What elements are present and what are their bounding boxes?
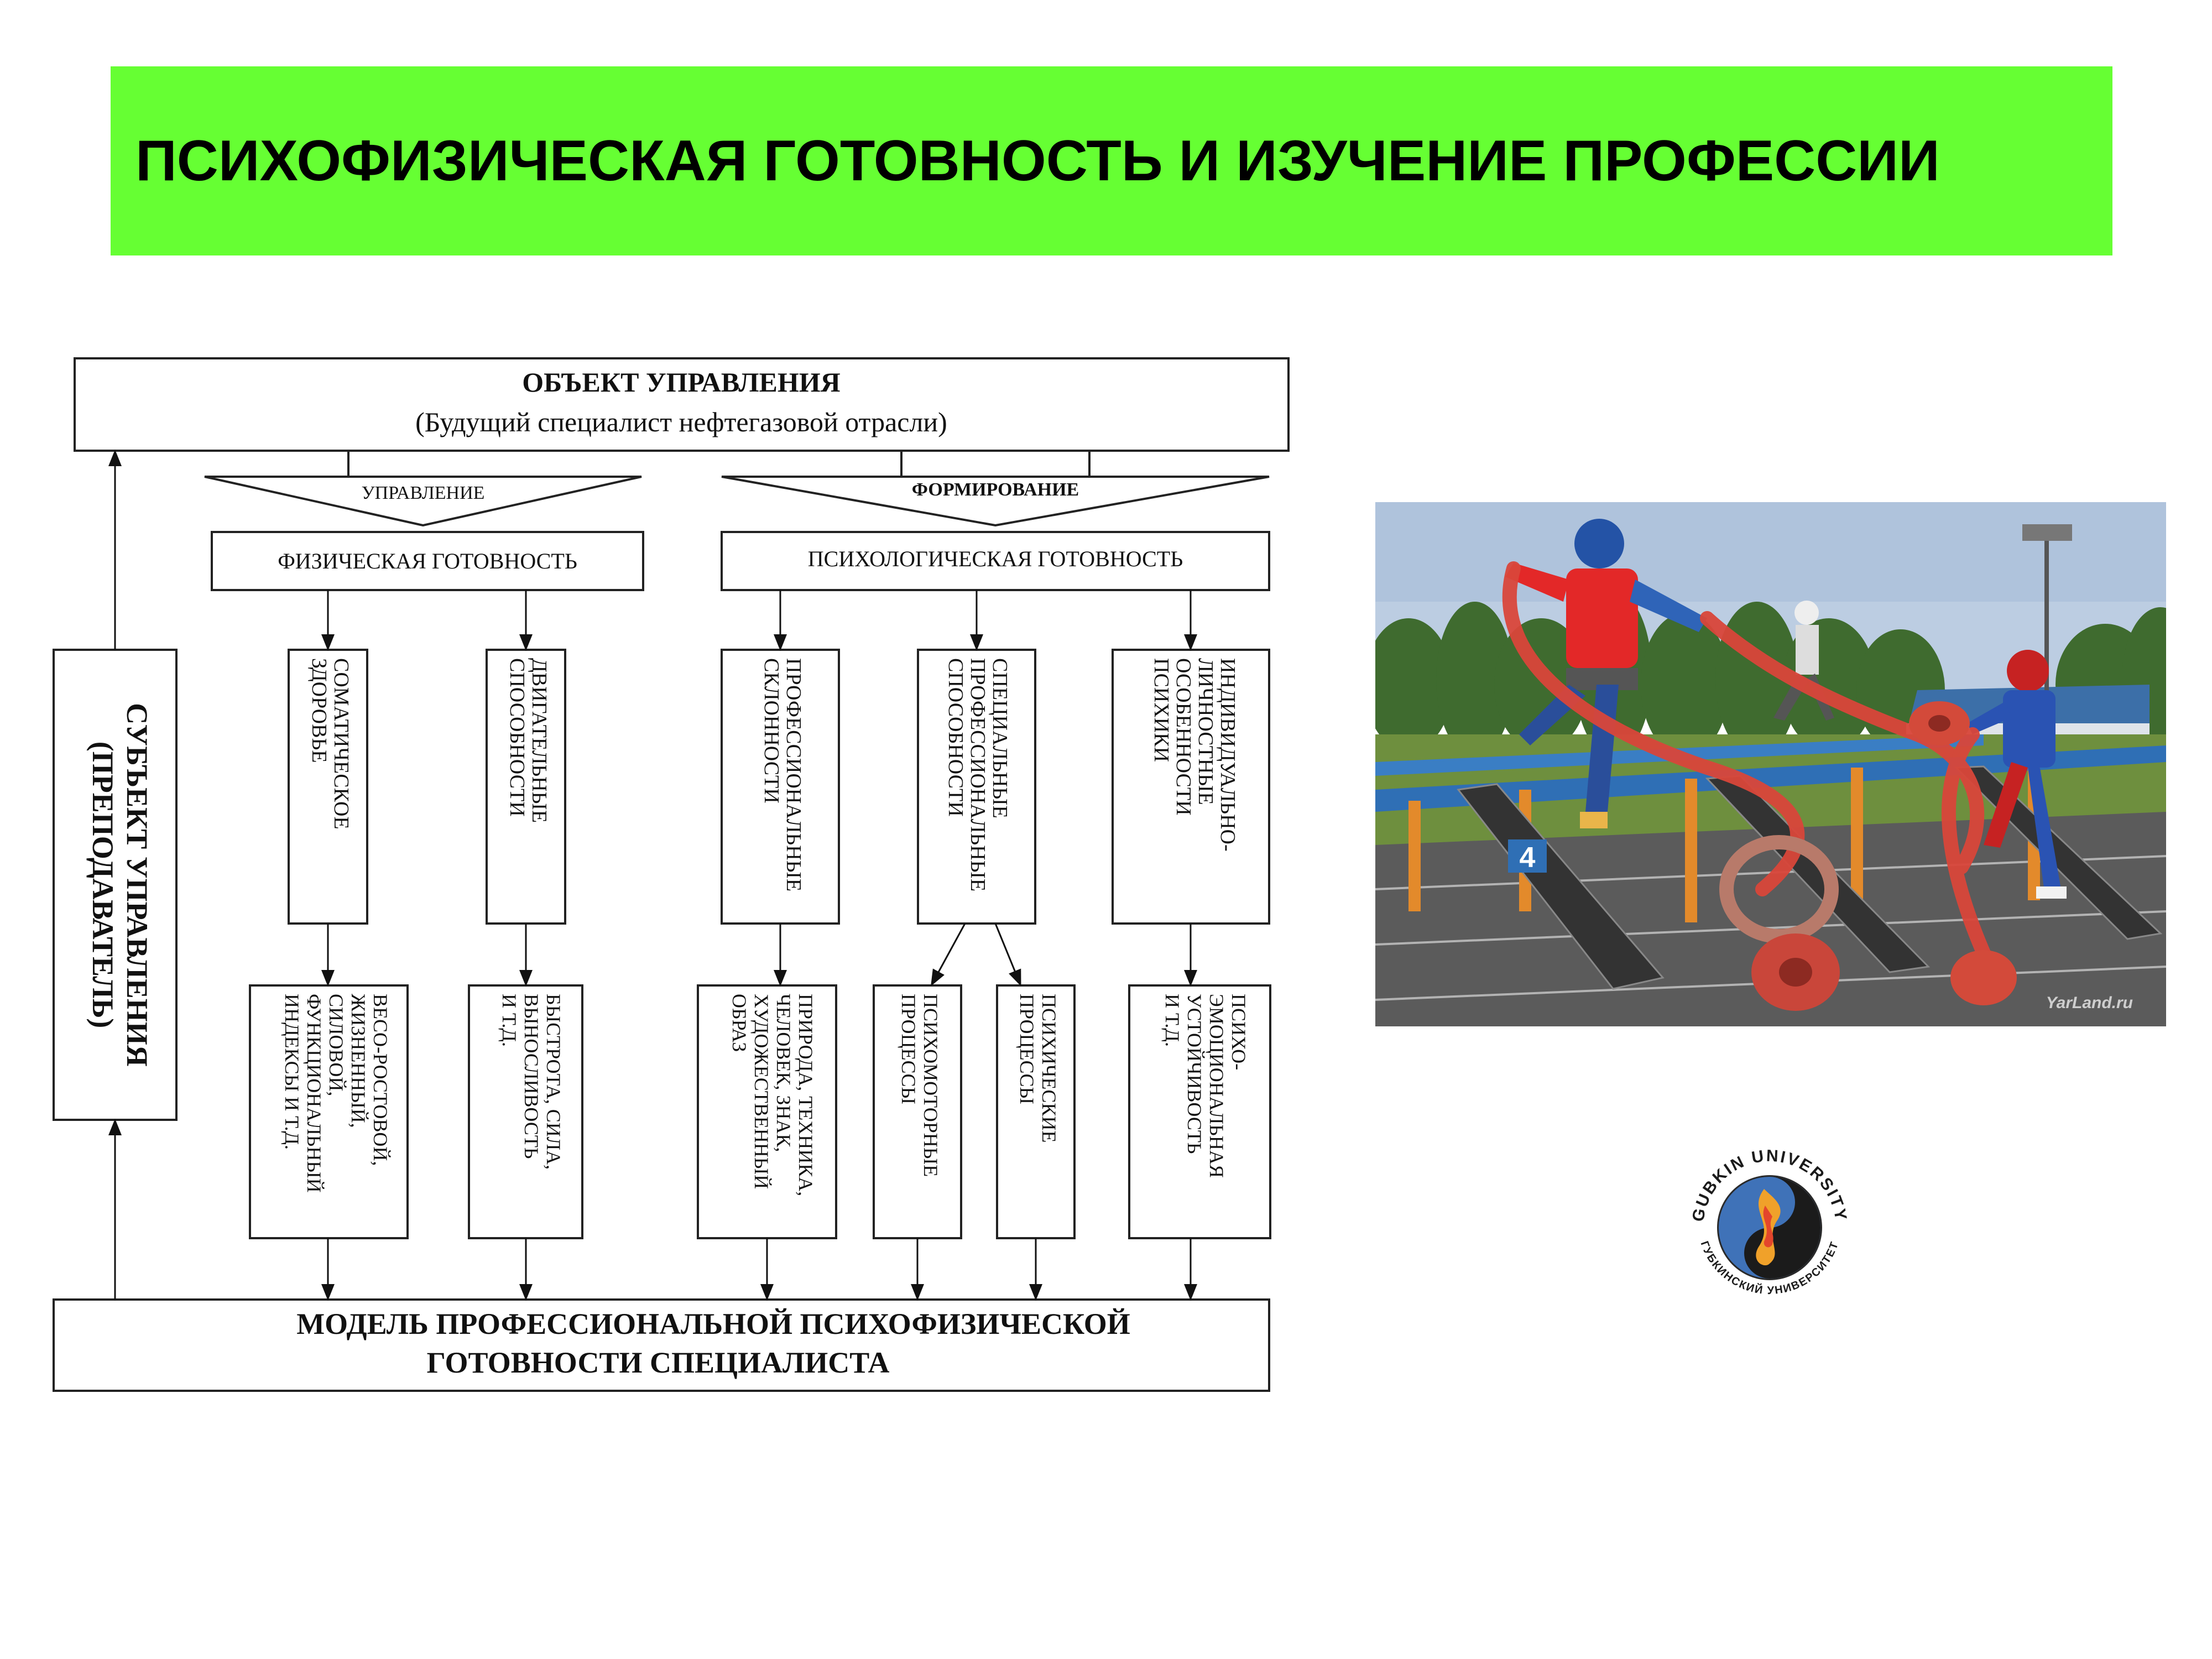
object-title: ОБЪЕКТ УПРАВЛЕНИЯ	[522, 367, 841, 398]
gubkin-logo	[1681, 1128, 1858, 1327]
individual-l4: ПСИХИКИ	[1150, 658, 1173, 762]
arrow-special-psychomotor	[932, 924, 965, 984]
speed-l3: И Т.Д.	[498, 994, 520, 1047]
subject-line1: СУБЪЕКТ УПРАВЛЕНИЯ	[121, 703, 154, 1067]
individual-l2: ЛИЧНОСТНЫЕ	[1194, 658, 1217, 805]
special-l3: СПОСОБНОСТИ	[944, 658, 967, 817]
mental-l1: ПСИХИЧЕСКИЕ	[1038, 994, 1060, 1143]
lane-number: 4	[1519, 842, 1536, 874]
special-l2: ПРОФЕССИОНАЛЬНЫЕ	[966, 658, 989, 892]
emotional-l4: И Т.Д.	[1161, 994, 1183, 1047]
psychological-readiness-label: ПСИХОЛОГИЧЕСКАЯ ГОТОВНОСТЬ	[807, 546, 1183, 571]
individual-l3: ОСОБЕННОСТИ	[1172, 658, 1195, 816]
motor-l1: ДВИГАТЕЛЬНЫЕ	[528, 658, 551, 823]
formation-label: ФОРМИРОВАНИЕ	[911, 479, 1079, 500]
individual-l1: ИНДИВИДУАЛЬНО-	[1216, 658, 1239, 852]
right-funnel-connector	[901, 451, 1089, 477]
motor-l2: СПОСОБНОСТИ	[505, 658, 529, 817]
nature-l1: ПРИРОДА, ТЕХНИКА,	[795, 994, 817, 1197]
slide-title: ПСИХОФИЗИЧЕСКАЯ ГОТОВНОСТЬ И ИЗУЧЕНИЕ ПРОФЕССИИ	[135, 128, 1940, 193]
nature-l4: ОБРАЗ	[728, 994, 750, 1052]
emotional-l3: УСТОЙЧИВОСТЬ	[1183, 994, 1206, 1154]
weight-l1: ВЕСО-РОСТОВОЙ,	[369, 994, 392, 1166]
emotional-l2: ЭМОЦИОНАЛЬНАЯ	[1206, 994, 1228, 1178]
somatic-l2: ЗДОРОВЬЕ	[307, 658, 331, 763]
logo-text-bottom: ГУБКИНСКИЙ УНИВЕРСИТЕТ	[1698, 1239, 1841, 1297]
special-l1: СПЕЦИАЛЬНЫЕ	[988, 658, 1011, 818]
psychomotor-l1: ПСИХОМОТОРНЫЕ	[920, 994, 942, 1177]
gubkin-logo-graphic	[1681, 1128, 1858, 1327]
speed-l2: ВЫНОСЛИВОСТЬ	[520, 994, 542, 1159]
nature-l3: ХУДОЖЕСТВЕННЫЙ	[750, 994, 773, 1190]
weight-l4: ФУНКЦИОНАЛЬНЫЙ	[303, 994, 325, 1193]
logo-text-top: GUBKIN UNIVERSITY	[1689, 1146, 1850, 1223]
physical-readiness-label: ФИЗИЧЕСКАЯ ГОТОВНОСТЬ	[278, 549, 577, 573]
nature-l2: ЧЕЛОВЕК, ЗНАК,	[773, 994, 795, 1152]
speed-l1: БЫСТРОТА, СИЛА,	[542, 994, 565, 1170]
somatic-l1: СОМАТИЧЕСКОЕ	[330, 658, 353, 830]
photo-watermark: YarLand.ru	[2046, 994, 2133, 1012]
psychomotor-l2: ПРОЦЕССЫ	[898, 994, 920, 1104]
control-label: УПРАВЛЕНИЕ	[361, 483, 485, 503]
arrow-special-mental	[995, 924, 1020, 984]
fire-sport-photo	[1375, 502, 2166, 1026]
inclinations-l1: ПРОФЕССИОНАЛЬНЫЕ	[782, 658, 805, 892]
emotional-l1: ПСИХО-	[1228, 994, 1250, 1071]
weight-l2: ЖИЗНЕННЫЙ,	[347, 994, 369, 1128]
weight-l3: СИЛОВОЙ,	[325, 994, 347, 1097]
weight-l5: ИНДЕКСЫ И Т.Д.	[281, 994, 303, 1150]
photo-illustration	[1375, 502, 2166, 1026]
subject-line2: (ПРЕПОДАВАТЕЛЬ)	[86, 741, 119, 1029]
inclinations-l2: СКЛОННОСТИ	[760, 658, 783, 804]
model-line1: МОДЕЛЬ ПРОФЕССИОНАЛЬНОЙ ПСИХОФИЗИЧЕСКОЙ	[296, 1307, 1130, 1340]
mental-l2: ПРОЦЕССЫ	[1016, 994, 1038, 1104]
object-subtitle: (Будущий специалист нефтегазовой отрасли)	[415, 406, 947, 437]
model-line2: ГОТОВНОСТИ СПЕЦИАЛИСТА	[426, 1346, 890, 1379]
